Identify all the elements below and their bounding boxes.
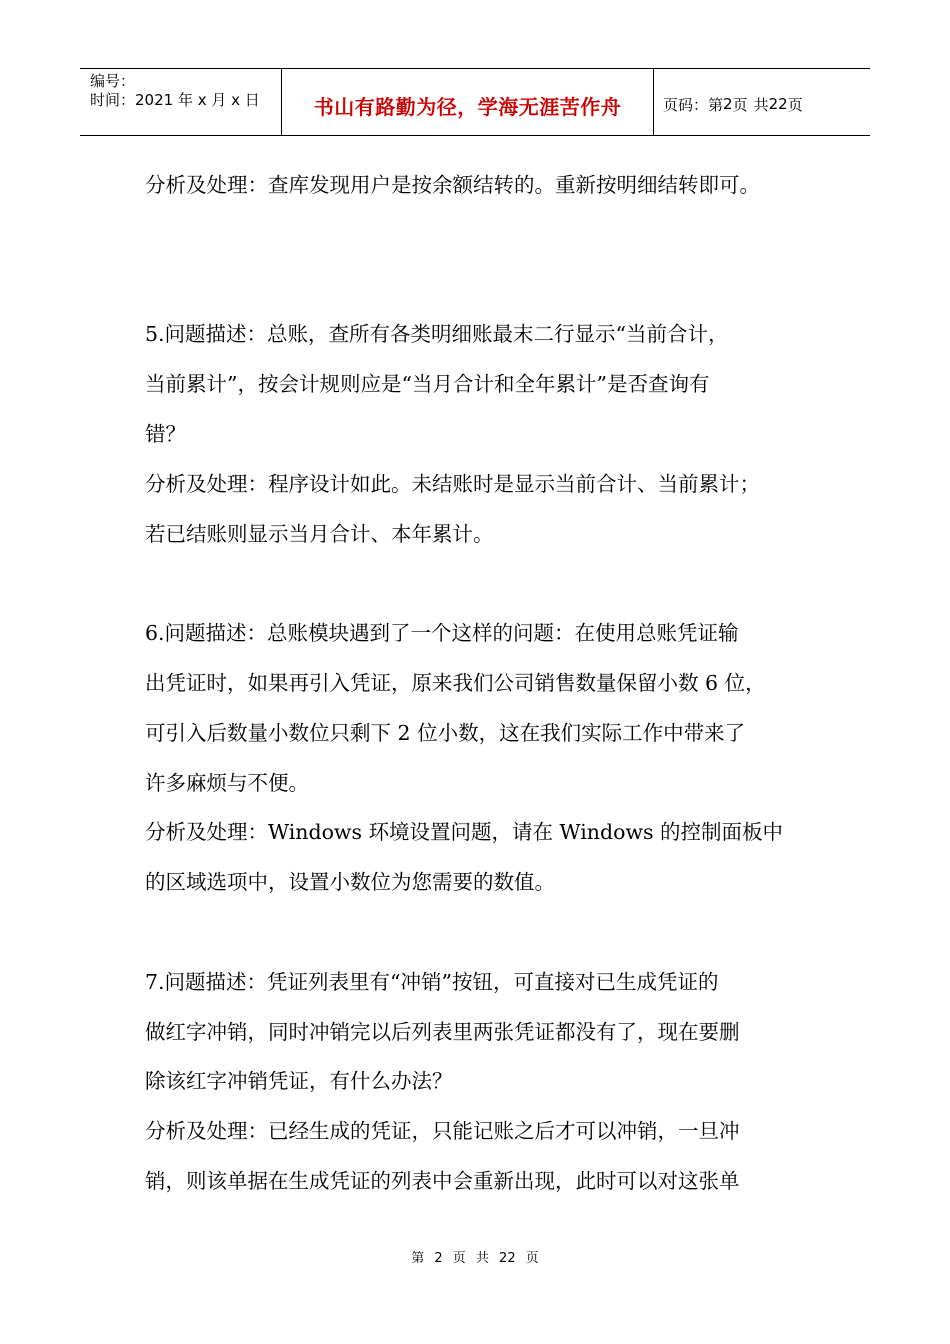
- motto-text: 书山有路勤为径，学海无涯苦作舟: [313, 94, 622, 119]
- page-code-label: 页码：第: [663, 95, 724, 114]
- body-line: [145, 913, 825, 963]
- number-label: 编号：: [90, 72, 136, 90]
- body-line: 当前累计”，按会计规则应是“当月合计和全年累计”是否查询有: [145, 372, 710, 397]
- body-line: [145, 564, 825, 614]
- page-total: 22: [768, 95, 788, 113]
- body-line: 许多麻烦与不便。: [145, 770, 309, 795]
- time-label: 时间：2021 年 x 月 x 日: [90, 91, 260, 109]
- body-line: 的区域选项中，设置小数位为您需要的数值。: [145, 870, 555, 895]
- header-table: [80, 68, 870, 136]
- body-line: 6.问题描述：总账模块遇到了一个这样的问题：在使用总账凭证输: [145, 621, 739, 646]
- body-line: 分析及处理：程序设计如此。未结账时是显示当前合计、当前累计；: [145, 471, 760, 496]
- body-line: 出凭证时，如果再引入凭证，原来我们公司销售数量保留小数 6 位，: [145, 670, 766, 695]
- body-line: 5.问题描述：总账，查所有各类明细账最末二行显示“当前合计，: [145, 322, 729, 347]
- document-body: [145, 166, 825, 1212]
- page-current: 2: [723, 95, 733, 113]
- body-line: 若已结账则显示当月合计、本年累计。: [145, 521, 494, 546]
- body-line: 7.问题描述：凭证列表里有“冲销”按钮，可直接对已生成凭证的: [145, 969, 719, 994]
- page-unit: 页: [787, 95, 803, 114]
- header-motto-cell: [282, 69, 654, 135]
- body-line: 错？: [145, 421, 186, 446]
- body-line: [145, 216, 825, 266]
- body-line: 可引入后数量小数位只剩下 2 位小数，这在我们实际工作中带来了: [145, 720, 746, 745]
- body-line: 分析及处理：Windows 环境设置问题，请在 Windows 的控制面板中: [145, 820, 784, 845]
- body-line: 除该红字冲销凭证，有什么办法？: [145, 1069, 453, 1094]
- header-meta-cell: [80, 69, 282, 135]
- header-page-cell: [654, 69, 870, 135]
- page-footer: 第 2 页 共 22 页: [411, 1251, 539, 1266]
- body-line: 销，则该单据在生成凭证的列表中会重新出现，此时可以对这张单: [145, 1168, 740, 1193]
- body-line: [145, 266, 825, 316]
- page-unit: 页: [732, 95, 748, 114]
- body-line: 做红字冲销，同时冲销完以后列表里两张凭证都没有了，现在要删: [145, 1019, 740, 1044]
- page-total-label: 共: [753, 95, 769, 114]
- body-line: 分析及处理：已经生成的凭证，只能记账之后才可以冲销，一旦冲: [145, 1119, 740, 1144]
- body-line: 分析及处理：查库发现用户是按余额结转的。重新按明细结转即可。: [145, 173, 760, 197]
